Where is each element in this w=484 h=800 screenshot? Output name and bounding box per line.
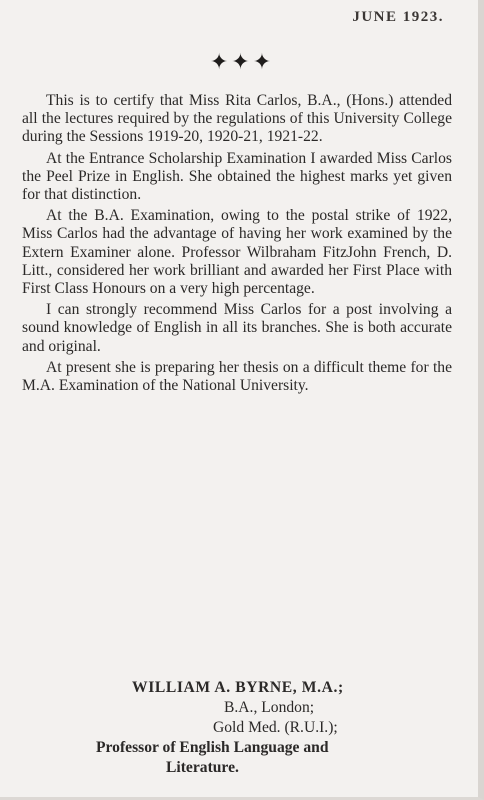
signatory-title-continued: Literature. — [166, 759, 239, 776]
ornament-divider: ✦✦✦ — [209, 50, 275, 75]
signature-block — [96, 678, 456, 778]
paragraph-thesis: At present she is preparing her thesis on a difficult theme for the M.A. Examination of the National University. — [22, 358, 452, 395]
letter-body — [22, 92, 452, 398]
signatory-title: Professor of English Language and — [96, 739, 329, 756]
paragraph-attendance: This is to certify that Miss Rita Carlos, B.A., (Hons.) attended all the lectures required by the regulations of this University College during the Sessions 1919-20, 1920-21, 1921-22. — [22, 92, 452, 146]
date-heading: JUNE 1923. — [352, 9, 444, 25]
paragraph-ba-examination: At the B.A. Examination, owing to the postal strike of 1922, Miss Carlos had the advantage of having her work examined by the Extern Examiner alone. Professor Wilbraham FitzJohn French, D. Litt., considered her work brilliant and awarded her First Place with First Class Honours on a very high percentage. — [22, 207, 452, 298]
signatory-medal: Gold Med. (R.U.I.); — [213, 719, 338, 736]
paragraph-recommendation: I can strongly recommend Miss Carlos for a post involving a sound knowledge of English in all its branches. She is both accurate and original. — [22, 301, 452, 355]
signatory-degree: B.A., London; — [224, 699, 315, 716]
paragraph-scholarship: At the Entrance Scholarship Examination I awarded Miss Carlos the Peel Prize in English. She obtained the highest marks yet given for that distinction. — [22, 149, 452, 204]
signatory-name: WILLIAM A. BYRNE, M.A.; — [132, 679, 344, 696]
